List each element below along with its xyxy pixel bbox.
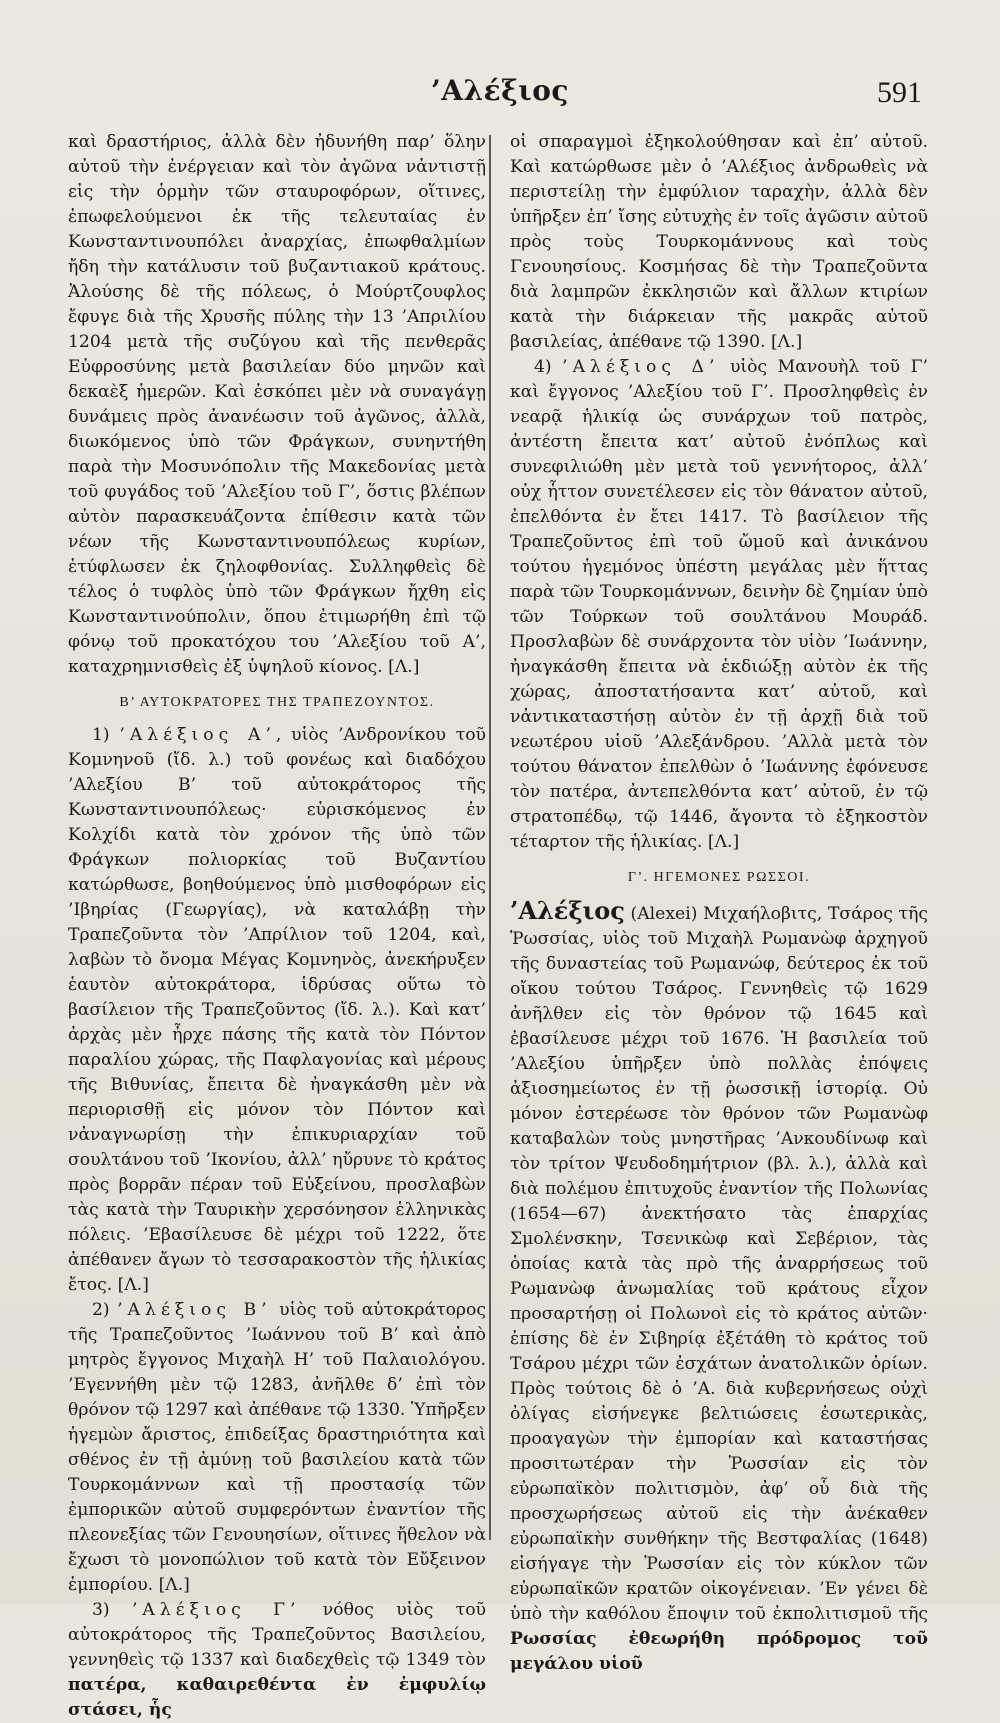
entry-number: 3) — [92, 1600, 132, 1620]
entry-number: 2) — [92, 1300, 118, 1320]
section-heading-trebizond: Β’ ΑΥΤΟΚΡΑΤΟΡΕΣ ΤΗΣ ΤΡΑΠΕΖΟΥΝΤΟΣ. — [119, 695, 435, 710]
entry-name: ’Αλέξιος Α’ — [119, 725, 276, 745]
right-column — [510, 130, 928, 1677]
entry-text: νόθος υἱὸς τοῦ αὐτοκράτορος τῆς Τραπεζοῦντος Βασιλείου, γεννηθεὶς τῷ 1337 καὶ διαδεχθεὶς τῷ 1349 τὸν — [68, 1600, 486, 1670]
entry-text-bold: Ρωσσίας ἐθεωρήθη πρόδρομος τοῦ μεγάλου υἱοῦ — [510, 1629, 928, 1674]
entry-alexios-2 — [68, 1298, 486, 1598]
entry-alexios-4 — [510, 355, 928, 855]
paragraph-continuation: οἱ σπαραγμοὶ ἐξηκολούθησαν καὶ ἐπ’ αὐτοῦ. Καὶ κατώρθωσε μὲν ὁ ’Αλέξιος ἀνδρωθεὶς νὰ περιστείλῃ τὴν ἐμφύλιον ταραχὴν, ἀλλὰ δὲν ὑπῆρξεν ἐπ’ ἴσης εὐτυχὴς ἐν τοῖς ἀγῶσιν αὐτοῦ πρὸς τοὺς Τουρκομάννους καὶ τοὺς Γενουησίους. Κοσμήσας δὲ τὴν Τραπεζοῦντα διὰ λαμπρῶν ἐκκλησιῶν καὶ ἄλλων κτιρίων κατὰ τὴν διάρκειαν τῆς μακρᾶς αὐτοῦ βασιλείας, ἀπέθανε τῷ 1390. [Λ.] — [510, 132, 928, 352]
entry-headword: ’Αλέξιος — [510, 896, 625, 925]
running-head: ’Αλέξιος — [431, 74, 569, 107]
page-number: 591 — [877, 76, 922, 109]
section-heading-russian: Γ’. ΗΓΕΜΟΝΕΣ ΡΩΣΣΟΙ. — [627, 870, 811, 885]
entry-name: ’Αλέξιος Γ’ — [131, 1600, 301, 1620]
entry-alexios-1 — [68, 723, 486, 1298]
entry-alexios-3 — [68, 1598, 486, 1723]
entry-number: 4) — [534, 357, 563, 377]
entry-alexei-russia — [510, 898, 928, 1677]
entry-text: υἱὸς Μανουὴλ τοῦ Γ’ καὶ ἔγγονος ’Αλεξίου τοῦ Γ’. Προσληφθεὶς ἐν νεαρᾷ ἡλικίᾳ ὡς συνάρχων τοῦ πατρὸς, ἀντέστη ἔπειτα κατ’ αὐτοῦ ἐνόπλως καὶ συνεφιλιώθη μὲν μετὰ τοῦ γεννήτορος, ἀλλ’ οὐχ ἧττον συνετέλεσεν εἰς τὸν θάνατον αὐτοῦ, ἐπελθόντα ἐν ἔτει 1417. Τὸ βασίλειον τῆς Τραπεζοῦντος ἐπὶ τοῦ ὤμοῦ καὶ ἀνικάνου τούτου ἡγεμόνος ὑπέστη μεγάλας μὲν ἥττας παρὰ τῶν Τουρκομάννων, δεινὴν δὲ ζημίαν ὑπὸ τῶν Τούρκων τοῦ σουλτάνου Μουράδ. Προσλαβὼν δὲ συνάρχοντα τὸν υἱὸν ’Ιωάννην, ἠναγκάσθη ἔπειτα νὰ ἐκδιώξῃ αὐτὸν ἐκ τῆς χώρας, ἀποστατήσαντα κατ’ αὐτοῦ, καὶ νἀντικαταστήσῃ αὐτὸν ἐν τῇ ἀρχῇ διὰ τοῦ νεωτέρου υἱοῦ ’Αλεξάνδρου. ’Αλλὰ μετὰ τὸν τούτου θάνατον ἐπελθὼν ὁ ’Ιωάννης ἐφόνευσε τὸν πατέρα, ἀντεπελθόντα κατ’ αὐτοῦ, ἐν τῷ στρατοπέδῳ, τῷ 1446, ἄγοντα τὸ ἑξηκοστὸν τέταρτον τῆς ἡλικίας. [Λ.] — [510, 357, 928, 852]
entry-text-bold: πατέρα, καθαιρεθέντα ἐν ἐμφυλίῳ στάσει, ἧς — [68, 1675, 486, 1720]
column-divider — [489, 135, 491, 1540]
entry-text: , υἱὸς ’Ανδρονίκου τοῦ Κομνηνοῦ (ἴδ. λ.) τοῦ φονέως καὶ διαδόχου ’Αλεξίου Β’ τοῦ αὐτοκράτορος τῆς Κωνσταντινουπόλεως· εὑρισκόμενος ἐν Κολχίδι κατὰ τὸν χρόνον τῆς ὑπὸ τῶν Φράγκων πολιορκίας τοῦ Βυζαντίου κατώρθωσε, βοηθούμενος ὑπὸ μισθοφόρων εἰς ’Ιβηρίας (Γεωργίας), νὰ καταλάβῃ τὴν Τραπεζοῦντα τὸν ’Απρίλιον τοῦ 1204, καὶ, λαβὼν τὸ ὄνομα Μέγας Κομνηνὸς, ἀνεκήρυξεν ἑαυτὸν αὐτοκράτορα, ἱδρύσας οὕτω τὸ βασίλειον τῆς Τραπεζοῦντος (ἴδ. λ.). Καὶ κατ’ ἀρχὰς μὲν ἦρχε πάσης τῆς κατὰ τὸν Πόντον παραλίου χώρας, τῆς Παφλαγονίας καὶ μέρους τῆς Βιθυνίας, ἔπειτα δὲ ἠναγκάσθη μὲν νὰ περιορισθῇ εἰς μόνον τὸν Πόντον καὶ νἀναγνωρίσῃ τὴν ἐπικυριαρχίαν τοῦ σουλτάνου τοῦ ’Ικονίου, ἀλλ’ ηὔρυνε τὸ κράτος πρὸς βορρᾶν πέραν τοῦ Εὐξείνου, προσλαβὼν τὰς κατὰ τὴν Ταυρικὴν χερσόνησον ἑλληνικὰς πόλεις. ’Εβασίλευσε δὲ μέχρι τοῦ 1222, ὅτε ἀπέθανεν ἄγων τὸ τεσσαρακοστὸν τῆς ἡλικίας ἔτος. [Λ.] — [68, 725, 487, 1295]
entry-text: (Alexei) Μιχαήλοβιτς, Τσάρος τῆς Ῥωσσίας, υἱὸς τοῦ Μιχαὴλ Ρωμανὼφ ἀρχηγοῦ τῆς δυναστείας τοῦ Ρωμανώφ, δεύτερος ἐκ τοῦ οἴκου τούτου Τσάρος. Γεννηθεὶς τῷ 1629 ἀνῆλθεν εἰς τὸν θρόνον τῷ 1645 καὶ ἐβασίλευσε μέχρι τοῦ 1676. Ἡ βασιλεία τοῦ ’Αλεξίου ὑπῆρξεν ὑπὸ πολλὰς ἐπόψεις ἀξιοσημείωτος ἐν τῇ ῥωσσικῇ ἱστορίᾳ. Οὐ μόνον ἐστερέωσε τὸν θρόνον τῶν Ρωμανὼφ καταβαλὼν τοὺς μνηστῆρας ’Ανκουδίνωφ καὶ τὸν τρίτον Ψευδοδημήτριον (βλ. λ.), ἀλλὰ καὶ διὰ πολέμου ἐπιτυχοῦς ἐναντίον τῆς Πολωνίας (1654—67) ἀνεκτήσατο τὰς ἐπαρχίας Σμολένσκην, Τσενικὼφ καὶ Σεβέριον, τὰς ὁποίας κατὰ τὰς πρὸ τῆς ἀναρρήσεως τοῦ Ρωμανὼφ ἀνωμαλίας τοῦ κράτους εἶχον προσαρτήσῃ οἱ Πολωνοὶ εἰς τὸ κράτος αὐτῶν· ἐπίσης δὲ ἐν Σιβηρίᾳ ἐξέτάθη τὸ κράτος τοῦ Τσάρου μέχρι τῶν ἐσχάτων ἀνατολικῶν ὁρίων. Πρὸς τούτοις δὲ ὁ ’Α. διὰ κυβερνήσεως οὐχὶ ὀλίγας εἰσήνεγκε βελτιώσεις ἐσωτερικὰς, προαγαγὼν τὴν ἐμπορίαν καὶ καταστήσας προσιτωτέραν τὴν Ῥωσσίαν εἰς τὸν εὐρωπαϊκὸν πολιτισμὸν, ἀφ’ οὗ διὰ τῆς προσχωρήσεως αὐτοῦ εἰς τὴν ἀνέκαθεν εὐρωπαϊκὴν συνθήκην τῆς Βεστφαλίας (1648) εἰσήγαγε τὴν Ῥωσσίαν εἰς τὸν κύκλον τῶν εὐρωπαϊκῶν κρατῶν οἰκογένειαν. ’Εν γένει δὲ ὑπὸ τὴν καθόλου ἔποψιν τοῦ ἐκπολιτισμοῦ τῆς — [510, 904, 928, 1624]
entry-name: ’Αλέξιος Δ’ — [562, 357, 720, 377]
page-header — [0, 66, 1000, 126]
entry-number: 1) — [92, 725, 120, 745]
entry-name: ’Αλέξιος Β’ — [117, 1300, 272, 1320]
entry-text: υἱὸς τοῦ αὐτοκράτορος τῆς Τραπεζοῦντος ’Ιωάννου τοῦ Β’ καὶ ἀπὸ μητρὸς ἔγγονος Μιχαὴλ Η’ τοῦ Παλαιολόγου. ’Εγεννήθη μὲν τῷ 1283, ἀνῆλθε δ’ ἐπὶ τὸν θρόνον τῷ 1297 καὶ ἀπέθανε τῷ 1330. Ὑπῆρξεν ἡγεμὼν ἄριστος, ἐπιδείξας δραστηριότητα καὶ σθένος ἐν τῇ ἀμύνῃ τοῦ βασιλείου κατὰ τῶν Τουρκομάννων καὶ τῇ προστασίᾳ τῶν ἐμπορικῶν αὐτοῦ συμφερόντων ἐναντίον τῆς πλεονεξίας τῶν Γενουησίων, οἵτινες ἤθελον νὰ ἔχωσι τὸ μονοπώλιον τοῦ κατὰ τὸν Εὔξεινον ἐμπορίου. [Λ.] — [68, 1300, 486, 1595]
left-column — [68, 130, 486, 1723]
paragraph-continuation: καὶ δραστήριος, ἀλλὰ δὲν ἠδυνήθη παρ’ ὅλην αὐτοῦ τὴν ἐνέργειαν καὶ τὸν ἀγῶνα νἀντιστῇ εἰς τὴν ὁρμὴν τῶν σταυροφόρων, οἵτινες, ἐπωφελούμενοι ἐκ τῆς τελευταίας ἐν Κωνσταντινουπόλει ἀναρχίας, ἐπωφθαλμίων ἤδη τὴν κατάλυσιν τοῦ βυζαντιακοῦ κράτους. Ἁλούσης δὲ τῆς πόλεως, ὁ Μούρτζουφλος ἔφυγε διὰ τῆς Χρυσῆς πύλης τὴν 13 ’Απριλίου 1204 μετὰ τῆς συζύγου καὶ τῆς πενθερᾶς Εὐφροσύνης μετὰ βασιλείαν δύο μηνῶν καὶ δεκαὲξ ἡμερῶν. Καὶ ἐσκόπει μὲν νὰ συναγάγῃ δυνάμεις πρὸς ἀνανέωσιν τοῦ ἀγῶνος, ἀλλὰ, διωκόμενος ὑπὸ τῶν Φράγκων, συνηντήθη παρὰ τὴν Μοσυνόπολιν τῆς Μακεδονίας μετὰ τοῦ φυγάδος τοῦ ’Αλεξίου τοῦ Γ’, ὅστις βλέπων αὐτὸν παρασκευάζοντα ἐπίθεσιν κατὰ τῶν νέων τῆς Κωνσταντινουπόλεως κυρίων, ἐτύφλωσεν ἐκ ζηλοφθονίας. Συλληφθεὶς δὲ τέλος ὁ τυφλὸς ὑπὸ τῶν Φράγκων ἤχθη εἰς Κωνσταντινούπολιν, ὅπου ἐτιμωρήθη ἐπὶ τῷ φόνῳ τοῦ προκατόχου του ’Αλεξίου τοῦ Α’, καταχρημνισθεὶς ἐξ ὑψηλοῦ κίονος. [Λ.] — [68, 132, 486, 677]
